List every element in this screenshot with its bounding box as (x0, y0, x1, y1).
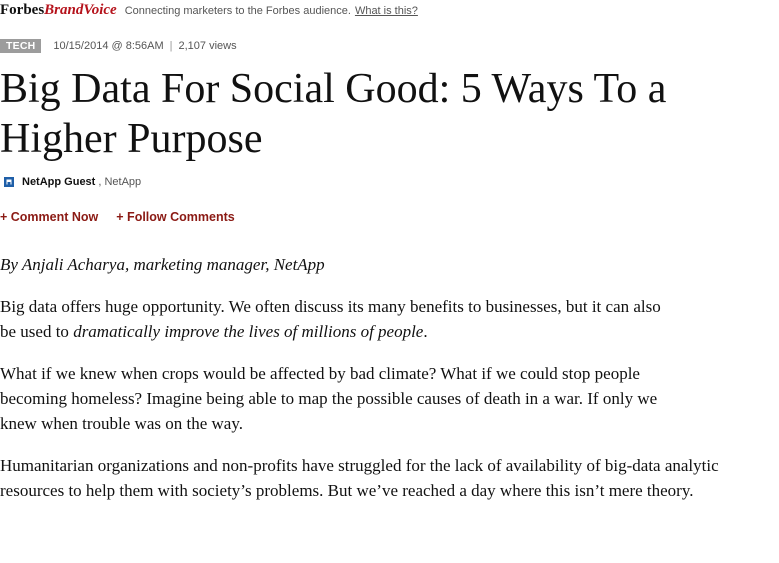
what-is-this-link[interactable]: What is this? (354, 5, 418, 17)
author-name-link[interactable]: NetApp Guest (22, 176, 96, 188)
paragraph-text: Big data offers huge opportunity. We often discuss its many benefits to businesses, but it can also be used to (0, 297, 661, 341)
article-title: Big Data For Social Good: 5 Ways To a Higher Purpose (0, 66, 667, 162)
comment-now-button[interactable]: + Comment Now (0, 210, 99, 224)
brand-primary: Forbes (0, 2, 45, 18)
emphasized-text: dramatically improve the lives of millions of people (73, 322, 424, 341)
brand-tagline: Connecting marketers to the Forbes audience. (124, 5, 351, 17)
article-actions (0, 210, 235, 224)
follow-comments-button[interactable]: + Follow Comments (116, 210, 235, 224)
brandvoice-header (0, 2, 418, 24)
timestamp: 10/15/2014 @ 8:56AM (53, 39, 164, 52)
author-line (0, 176, 141, 188)
article-byline: By Anjali Acharya, marketing manager, NetApp (0, 255, 325, 274)
body-paragraph: What if we knew when crops would be affected by bad climate? What if we could stop people becoming homeless? Imagine being able to map the possible causes of death in a war. If only we knew when trouble was on the way. (0, 364, 658, 433)
paragraph-text-end: . (423, 322, 428, 341)
brand-secondary: BrandVoice (44, 2, 117, 18)
view-count: 2,107 views (178, 39, 237, 52)
article-body (0, 252, 775, 520)
body-paragraph: Humanitarian organizations and non-profits have struggled for the lack of availability of big-data analytic resources to help them with society’s problems. But we’ve reached a day where this isn’t mere theory. (0, 456, 719, 500)
article-meta (0, 37, 237, 54)
author-organization: , NetApp (98, 176, 142, 188)
section-tag[interactable]: TECH (0, 39, 41, 53)
netapp-logo-icon (4, 177, 14, 187)
forbes-brandvoice-logo[interactable] (0, 2, 117, 19)
meta-divider: | (169, 39, 173, 52)
body-paragraph (0, 294, 670, 344)
